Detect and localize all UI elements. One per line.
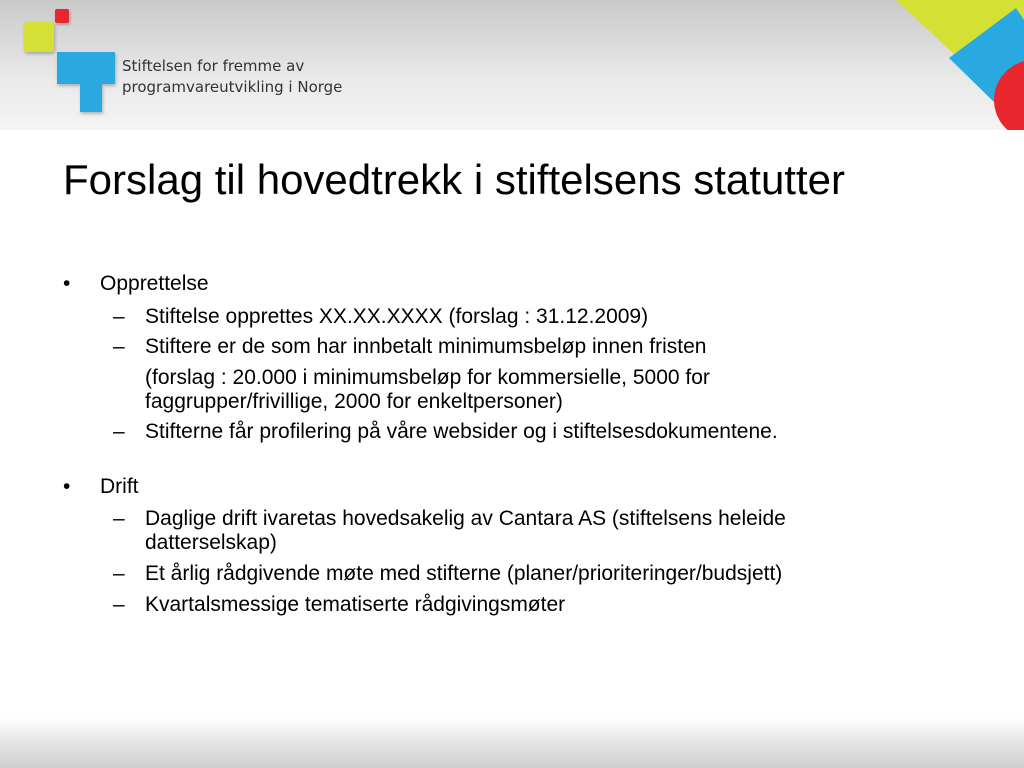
bullet-marker: •: [63, 272, 71, 295]
dash-marker: –: [113, 335, 125, 358]
dash-marker: –: [113, 305, 125, 328]
sub-item-text: Stiftere er de som har innbetalt minimumsbeløp innen fristen: [145, 335, 707, 358]
sub-item-text: Et årlig rådgivende møte med stifterne (planer/prioriteringer/budsjett): [145, 562, 783, 585]
org-name-line-1: Stiftelsen for fremme av: [122, 57, 305, 75]
org-name-line-2: programvareutvikling i Norge: [122, 78, 343, 96]
sub-item-text: Stiftelse opprettes XX.XX.XXXX (forslag : 31.12.2009): [145, 305, 649, 328]
foundation-logo: [0, 0, 120, 120]
dash-marker: –: [113, 420, 125, 443]
bullet-marker: •: [63, 475, 71, 498]
dash-marker: –: [113, 562, 125, 585]
bullet-heading: Opprettelse: [100, 272, 209, 295]
dash-marker: –: [113, 507, 125, 530]
organization-name: [122, 56, 342, 98]
dash-marker: –: [113, 593, 125, 616]
bullet-heading: Drift: [100, 475, 139, 498]
header-band: [0, 0, 1024, 130]
sub-item-text: faggrupper/frivillige, 2000 for enkeltpersoner): [145, 390, 563, 413]
corner-decoration: [884, 0, 1024, 130]
sub-item-text: (forslag : 20.000 i minimumsbeløp for kommersielle, 5000 for: [145, 366, 710, 389]
footer-band: [0, 718, 1024, 768]
sub-item-text: datterselskap): [145, 531, 277, 554]
sub-item-text: Daglige drift ivaretas hovedsakelig av Cantara AS (stiftelsens heleide: [145, 507, 786, 530]
slide-title: Forslag til hovedtrekk i stiftelsens statutter: [63, 156, 845, 203]
sub-item-text: Kvartalsmessige tematiserte rådgivingsmøter: [145, 593, 566, 616]
sub-item-text: Stifterne får profilering på våre websider og i stiftelsesdokumentene.: [145, 420, 778, 443]
